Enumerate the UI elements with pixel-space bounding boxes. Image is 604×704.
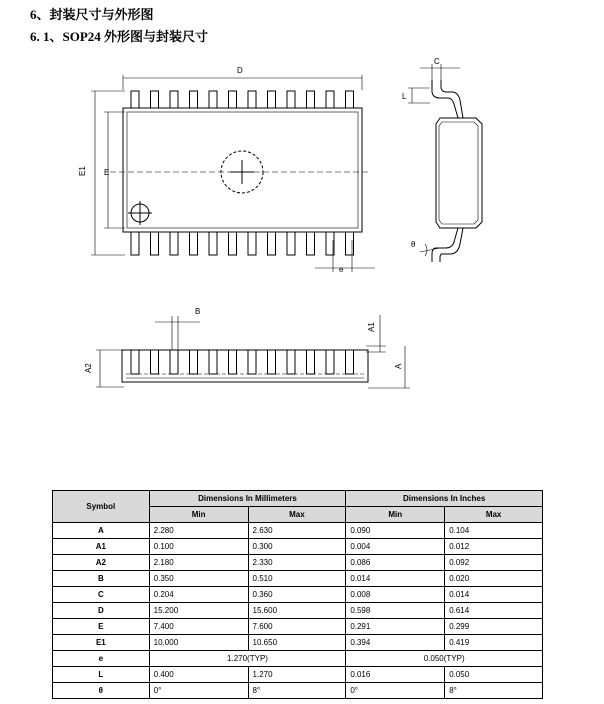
table-row (53, 635, 543, 651)
symbol-header: Symbol (53, 491, 150, 523)
pin (229, 350, 237, 374)
pin (151, 350, 159, 374)
label-A2: A2 (84, 363, 93, 373)
pin (190, 91, 198, 108)
pin (346, 91, 354, 108)
mm-min-cell: 7.400 (149, 619, 248, 635)
pin (131, 91, 139, 108)
table-row (53, 619, 543, 635)
pin (170, 232, 178, 255)
in-max-cell: 0.092 (445, 555, 543, 571)
pin (209, 350, 217, 374)
label-A1: A1 (367, 322, 376, 332)
label-E1: E1 (78, 166, 87, 176)
label-B: B (195, 307, 201, 316)
pin (151, 91, 159, 108)
table-row (53, 667, 543, 683)
pin (209, 232, 217, 255)
pin (229, 232, 237, 255)
in-max-cell: 0.419 (445, 635, 543, 651)
table-row (53, 523, 543, 539)
mm-max-cell: 7.600 (248, 619, 346, 635)
in-min-cell: 0.008 (346, 587, 445, 603)
subsection-heading: 6. 1、SOP24 外形图与封装尺寸 (30, 29, 209, 44)
pin (326, 91, 334, 108)
pin (209, 91, 217, 108)
table-row (53, 683, 543, 699)
mm-min-cell: 15.200 (149, 603, 248, 619)
in-min-cell: 0.291 (346, 619, 445, 635)
label-E: E (104, 168, 110, 177)
table-row (53, 555, 543, 571)
in-min-cell: 0.016 (346, 667, 445, 683)
mm-max-cell: 0.300 (248, 539, 346, 555)
table-row (53, 539, 543, 555)
pin (248, 91, 256, 108)
pin (287, 350, 295, 374)
in-max-cell: 0.012 (445, 539, 543, 555)
symbol-cell: A1 (53, 539, 150, 555)
mm-header: Dimensions In Millimeters (149, 491, 346, 507)
in-max-header: Max (445, 507, 543, 523)
mm-min-cell: 2.280 (149, 523, 248, 539)
in-max-cell: 0.050 (445, 667, 543, 683)
mm-max-header: Max (248, 507, 346, 523)
table-row (53, 571, 543, 587)
dimensions-table (52, 490, 543, 699)
mm-min-header: Min (149, 507, 248, 523)
in-max-cell: 0.014 (445, 587, 543, 603)
symbol-cell: D (53, 603, 150, 619)
in-min-cell: 0.090 (346, 523, 445, 539)
pin (190, 232, 198, 255)
mm-max-cell: 8° (248, 683, 346, 699)
mm-max-cell: 15.600 (248, 603, 346, 619)
pin (170, 350, 178, 374)
label-A: A (394, 363, 403, 369)
in-max-cell: 8° (445, 683, 543, 699)
section-heading: 6、封装尺寸与外形图 (30, 7, 154, 22)
in-min-cell: 0.004 (346, 539, 445, 555)
mm-max-cell: 0.360 (248, 587, 346, 603)
symbol-cell: E (53, 619, 150, 635)
pin (307, 350, 315, 374)
pin (131, 350, 139, 374)
pin (346, 350, 354, 374)
in-min-cell: 0.086 (346, 555, 445, 571)
mm-min-cell: 0.100 (149, 539, 248, 555)
mm-min-cell: 0.204 (149, 587, 248, 603)
mm-max-cell: 10.650 (248, 635, 346, 651)
symbol-cell: θ (53, 683, 150, 699)
symbol-cell: C (53, 587, 150, 603)
pin (190, 350, 198, 374)
symbol-cell: B (53, 571, 150, 587)
pin (268, 91, 276, 108)
mm-max-cell: 2.330 (248, 555, 346, 571)
pin (131, 232, 139, 255)
end-view-body (436, 118, 482, 228)
pin (170, 91, 178, 108)
mm-min-cell: 2.180 (149, 555, 248, 571)
bottom-pins (131, 232, 354, 255)
symbol-cell: A (53, 523, 150, 539)
mm-min-cell: 10.000 (149, 635, 248, 651)
in-min-cell: 0.394 (346, 635, 445, 651)
pin (229, 91, 237, 108)
symbol-cell: E1 (53, 635, 150, 651)
pin (307, 232, 315, 255)
mm-max-cell: 0.510 (248, 571, 346, 587)
in-min-cell: 0.598 (346, 603, 445, 619)
mm-max-cell: 1.270 (248, 667, 346, 683)
label-D: D (237, 66, 243, 75)
top-pins (131, 91, 354, 108)
pin (151, 232, 159, 255)
in-max-cell: 0.104 (445, 523, 543, 539)
in-max-cell: 0.299 (445, 619, 543, 635)
pin (326, 350, 334, 374)
table-row (53, 587, 543, 603)
label-L: L (402, 92, 407, 101)
label-C: C (434, 57, 440, 66)
in-min-header: Min (346, 507, 445, 523)
in-typ-cell: 0.050(TYP) (346, 651, 543, 667)
mm-typ-cell: 1.270(TYP) (149, 651, 346, 667)
in-min-cell: 0.014 (346, 571, 445, 587)
mm-min-cell: 0.350 (149, 571, 248, 587)
table-row (53, 651, 543, 667)
front-pins (131, 350, 354, 374)
pin (248, 232, 256, 255)
pin (268, 232, 276, 255)
pin (287, 232, 295, 255)
pin (307, 91, 315, 108)
label-e: e (339, 265, 344, 274)
pin (287, 91, 295, 108)
pin (248, 350, 256, 374)
symbol-cell: A2 (53, 555, 150, 571)
table-row (53, 603, 543, 619)
inch-header: Dimensions In Inches (346, 491, 543, 507)
label-theta: θ (411, 240, 416, 249)
in-max-cell: 0.020 (445, 571, 543, 587)
mm-max-cell: 2.630 (248, 523, 346, 539)
mm-min-cell: 0° (149, 683, 248, 699)
pin (268, 350, 276, 374)
symbol-cell: e (53, 651, 150, 667)
symbol-cell: L (53, 667, 150, 683)
mm-min-cell: 0.400 (149, 667, 248, 683)
in-max-cell: 0.614 (445, 603, 543, 619)
in-min-cell: 0° (346, 683, 445, 699)
